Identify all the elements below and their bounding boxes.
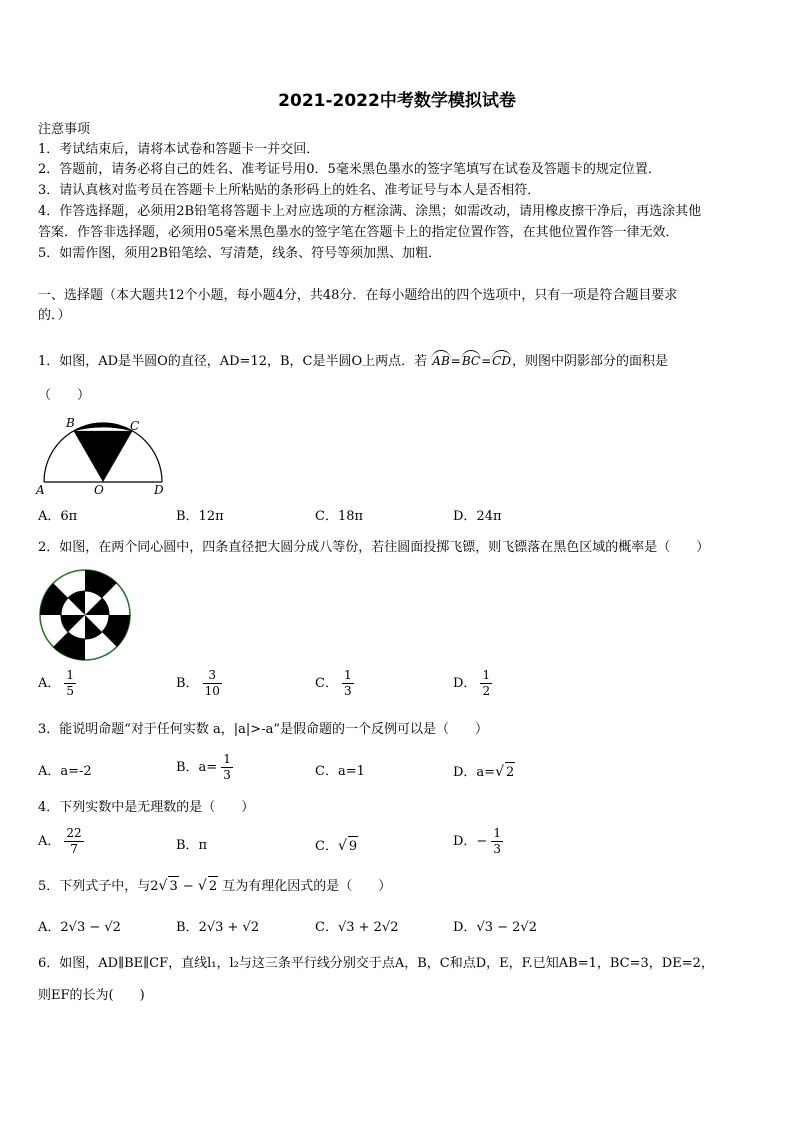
q1-arc-ab: AB	[431, 350, 450, 371]
q1-text-a: 1．如图，AD是半圆O的直径，AD=12，B，C是半圆O上两点．若	[38, 354, 428, 369]
q5-option-d: D．√3 − 2√2	[453, 920, 537, 935]
q2-option-a-label: A．	[38, 676, 61, 691]
notice-item-2: 2．答题前，请务必将自己的姓名、准考证号用0．5毫米黑色墨水的签字笔填写在试卷及答题卡的规定位置．	[38, 162, 661, 177]
section-heading-cont: 的．）	[38, 308, 71, 323]
q5-option-a: A．2√3 − √2	[38, 920, 121, 935]
notice-heading: 注意事项	[38, 122, 91, 137]
notice-item-1: 1．考试结束后，请将本试卷和答题卡一并交回．	[38, 142, 320, 157]
q3-option-a: A．a=-2	[38, 764, 92, 779]
q4-option-b: B．π	[176, 838, 208, 853]
q4-option-d: D．− $\frac{1}{3}$	[453, 826, 501, 856]
q1-semicircle-figure	[34, 414, 174, 500]
q1-option-c: C．18π	[315, 509, 364, 524]
q1-paren: （ ）	[38, 388, 91, 403]
q2-option-d	[453, 668, 492, 699]
q2-option-a	[38, 668, 76, 699]
q1-text-b: ，则图中阴影部分的面积是	[511, 354, 668, 369]
notice-item-4: 4．作答选择题，必须用2B铅笔将答题卡上对应选项的方框涂满、涂黑；如需改动，请用橡皮擦干净后，再选涂其他	[38, 204, 702, 219]
q2-option-b	[176, 668, 222, 699]
notice-item-3: 3．请认真核对监考员在答题卡上所粘贴的条形码上的姓名、准考证号与本人是否相符．	[38, 183, 541, 198]
q4-option-d-frac: $\frac{1}{3}$	[493, 826, 501, 856]
q1-arc-cd: CD	[491, 350, 512, 371]
q2-option-a-frac: $\frac{1}{5}$	[66, 668, 75, 698]
q4-option-c-radicand: 9	[348, 836, 358, 857]
q4-stem: 4．下列实数中是无理数的是（ ）	[38, 800, 255, 815]
q6-stem: 6．如图，AD∥BE∥CF，直线l₁，l₂与这三条平行线分别交于点A，B，C和点D，E，F.已知AB=1，BC=3，DE=2，	[38, 956, 714, 971]
notice-item-4-cont: 答案．作答非选择题，必须用05毫米黑色墨水的签字笔在答题卡上的指定位置作答，在其他位置作答一律无效．	[38, 225, 679, 240]
q5-stem: 5．下列式子中，与2√ 3 − √ 2 互为有理化因式的是（ ）	[38, 876, 391, 897]
q3-option-d-radicand: 2	[505, 762, 515, 783]
q1-arc-bc: BC	[461, 350, 481, 371]
q1-option-a: A．6π	[38, 509, 78, 524]
q4-option-c: C．√ 9	[315, 836, 358, 857]
q2-option-d-frac: $\frac{1}{2}$	[482, 668, 491, 698]
q3-option-c: C．a=1	[315, 764, 365, 779]
section-heading: 一、选择题（本大题共12个小题，每小题4分，共48分．在每小题给出的四个选项中，只有一项是符合题目要求	[38, 288, 678, 303]
q2-option-c-label: C．	[315, 676, 338, 691]
q1-label-d: D	[154, 483, 164, 497]
q3-option-d: D．a=√ 2	[453, 762, 515, 783]
notice-item-5: 5．如需作图，须用2B铅笔绘、写清楚，线条、符号等须加黑、加粗．	[38, 246, 442, 261]
q1-label-c: C	[130, 419, 140, 433]
q2-option-d-label: D．	[453, 676, 477, 691]
q4-option-a-frac: $\frac{22}{7}$	[66, 826, 82, 856]
q2-stem: 2．如图，在两个同心圆中，四条直径把大圆分成八等份，若往圆面投掷飞镖，则飞镖落在黑色区域的概率是（ ）	[38, 540, 710, 555]
q1-shaded-sector	[74, 423, 133, 482]
q5-option-c: C．√3 + 2√2	[315, 920, 399, 935]
q1-label-b: B	[66, 416, 75, 430]
q2-option-c	[315, 668, 354, 699]
page-title: 2021-2022中考数学模拟试卷	[278, 91, 516, 111]
q1-stem: 1．如图，AD是半圆O的直径，AD=12，B，C是半圆O上两点．若 AB=BC=CD，则图中阴影部分的面积是	[38, 350, 668, 372]
q2-option-b-frac: $\frac{3}{10}$	[204, 668, 220, 698]
q1-label-o: O	[94, 483, 104, 497]
q2-option-b-label: B．	[176, 676, 199, 691]
q4-option-a: A． $\frac{22}{7}$	[38, 826, 82, 856]
q2-option-c-frac: $\frac{1}{3}$	[343, 668, 352, 698]
q1-option-b: B．12π	[176, 509, 224, 524]
q2-target-figure	[38, 568, 132, 662]
q3-stem: 3．能说明命题“对于任何实数 a，|a|>-a”是假命题的一个反例可以是（ ）	[38, 722, 488, 737]
q1-label-a: A	[36, 483, 45, 497]
q5-option-b: B．2√3 + √2	[176, 920, 260, 935]
q3-option-b: B．a= $\frac{1}{3}$	[176, 752, 231, 782]
q3-option-b-frac: $\frac{1}{3}$	[223, 752, 231, 782]
q6-stem-cont: 则EF的长为( )	[38, 988, 145, 1003]
q1-option-d: D．24π	[453, 509, 502, 524]
